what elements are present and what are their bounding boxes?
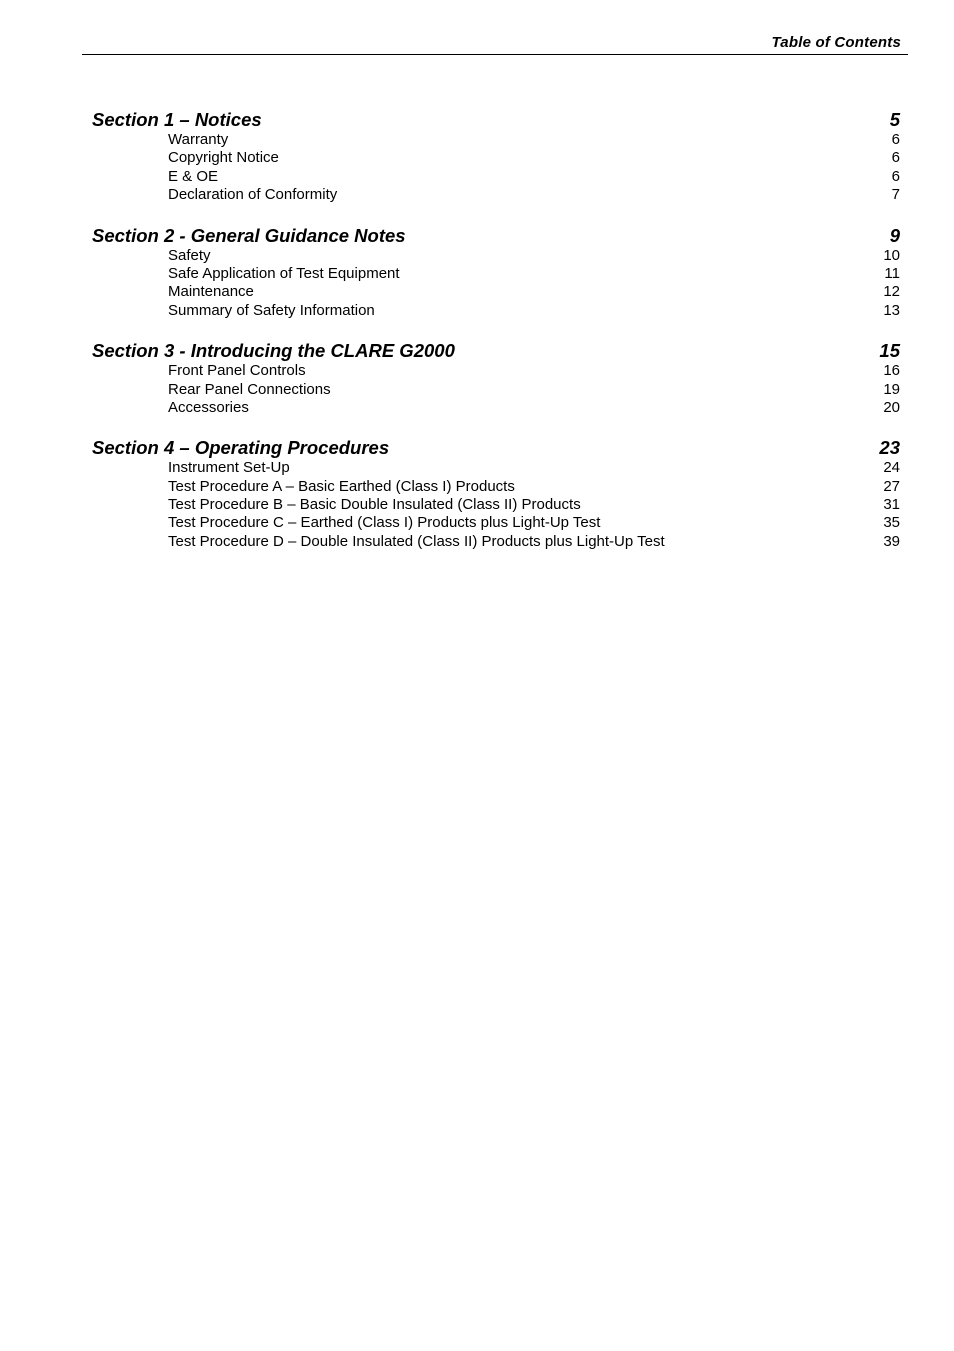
entry-page-number: 12 xyxy=(883,283,900,301)
entry-page-number: 7 xyxy=(891,186,900,204)
entry-page-number: 24 xyxy=(883,459,900,477)
toc-entry[interactable] xyxy=(92,186,900,204)
entry-title: Test Procedure B – Basic Double Insulated (Class II) Products xyxy=(168,496,581,514)
entry-title: E & OE xyxy=(168,167,219,185)
entry-page-number: 13 xyxy=(883,301,900,319)
toc-entry[interactable] xyxy=(92,381,900,399)
toc-entry[interactable] xyxy=(92,514,900,532)
entry-page-number: 6 xyxy=(891,167,900,185)
toc-entry[interactable] xyxy=(92,533,900,551)
toc-entry[interactable] xyxy=(92,302,900,320)
entry-title: Maintenance xyxy=(168,283,254,301)
toc-entry[interactable] xyxy=(92,478,900,496)
toc-section-2 xyxy=(92,224,900,321)
toc-entry[interactable] xyxy=(92,168,900,186)
entry-page-number: 27 xyxy=(883,477,900,495)
entry-page-number: 35 xyxy=(883,514,900,532)
entry-page-number: 6 xyxy=(891,131,900,148)
toc-entry[interactable] xyxy=(92,399,900,417)
toc-section-4 xyxy=(92,436,900,551)
entry-title: Summary of Safety Information xyxy=(168,301,375,319)
entry-page-number: 10 xyxy=(883,246,900,264)
entry-title: Safe Application of Test Equipment xyxy=(168,264,400,282)
entry-title: Warranty xyxy=(168,131,229,148)
section-page-number: 15 xyxy=(879,340,900,362)
toc-entry[interactable] xyxy=(92,247,900,265)
section-heading[interactable] xyxy=(92,108,900,131)
entry-title: Test Procedure A – Basic Earthed (Class I) Products xyxy=(168,477,515,495)
entry-title: Instrument Set-Up xyxy=(168,459,290,477)
toc-section-1 xyxy=(92,108,900,205)
toc-entry[interactable] xyxy=(92,265,900,283)
entry-title: Front Panel Controls xyxy=(168,362,306,380)
entry-title: Rear Panel Connections xyxy=(168,380,331,398)
table-of-contents xyxy=(92,108,900,570)
entry-page-number: 20 xyxy=(883,398,900,416)
entry-page-number: 11 xyxy=(884,264,900,282)
entry-page-number: 39 xyxy=(883,532,900,550)
entry-page-number: 16 xyxy=(883,362,900,380)
toc-entry[interactable] xyxy=(92,459,900,477)
section-page-number: 5 xyxy=(889,109,900,130)
toc-section-3 xyxy=(92,339,900,417)
header-title: Table of Contents xyxy=(771,34,901,51)
toc-entry[interactable] xyxy=(92,131,900,149)
toc-entry[interactable] xyxy=(92,283,900,301)
entry-title: Copyright Notice xyxy=(168,149,279,167)
section-page-number: 23 xyxy=(879,437,900,459)
section-heading[interactable] xyxy=(92,339,900,362)
section-title: Section 4 – Operating Procedures xyxy=(92,437,390,459)
toc-entry[interactable] xyxy=(92,496,900,514)
entry-title: Safety xyxy=(168,246,211,264)
entry-page-number: 6 xyxy=(891,149,900,167)
section-page-number: 9 xyxy=(889,224,900,246)
entry-title: Test Procedure C – Earthed (Class I) Products plus Light-Up Test xyxy=(168,514,601,532)
section-heading[interactable] xyxy=(92,436,900,459)
section-title: Section 2 - General Guidance Notes xyxy=(92,224,406,246)
section-title: Section 3 - Introducing the CLARE G2000 xyxy=(92,340,455,362)
toc-entry[interactable] xyxy=(92,362,900,380)
entry-title: Accessories xyxy=(168,398,249,416)
section-heading[interactable] xyxy=(92,224,900,247)
toc-entry[interactable] xyxy=(92,149,900,167)
section-title: Section 1 – Notices xyxy=(92,109,262,130)
entry-title: Test Procedure D – Double Insulated (Class II) Products plus Light-Up Test xyxy=(168,532,665,550)
entry-page-number: 31 xyxy=(883,496,900,514)
entry-title: Declaration of Conformity xyxy=(168,186,338,204)
page-header xyxy=(82,33,908,55)
entry-page-number: 19 xyxy=(883,380,900,398)
